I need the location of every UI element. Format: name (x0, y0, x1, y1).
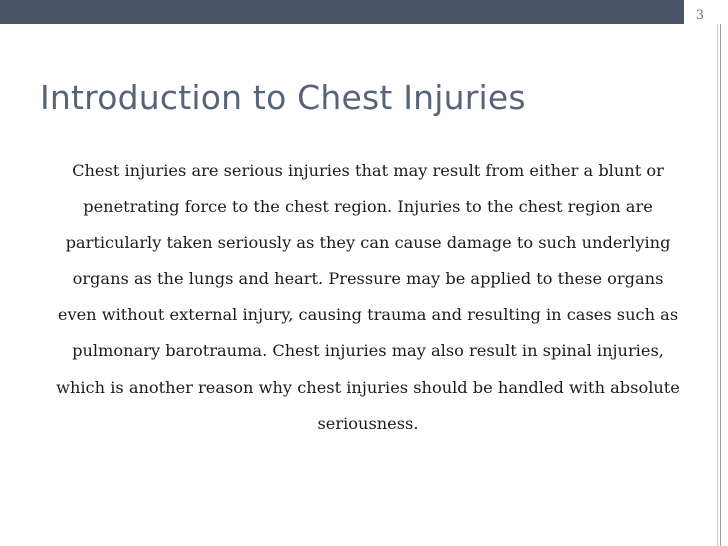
page-number-badge (684, 0, 728, 33)
page-number: 3 (695, 8, 704, 23)
slide-body-text: Chest injuries are serious injuries that may result from either a blunt or penetrating force to the chest region. Injuries to the chest region are particularly taken seriously as they can cause damage to such underlying organs as the lungs and heart. Pressure may be applied to these organs even without external injury, causing trauma and resulting in cases such as pulmonary barotrauma. Chest injuries may also result in spinal injuries, which is another reason why chest injuries should be handled with absolute seriousness. (56, 161, 680, 433)
right-border-line (720, 24, 721, 546)
slide-header-bar (0, 0, 728, 24)
right-border-line-inner (717, 24, 718, 546)
slide-title: Introduction to Chest Injuries (40, 78, 526, 117)
